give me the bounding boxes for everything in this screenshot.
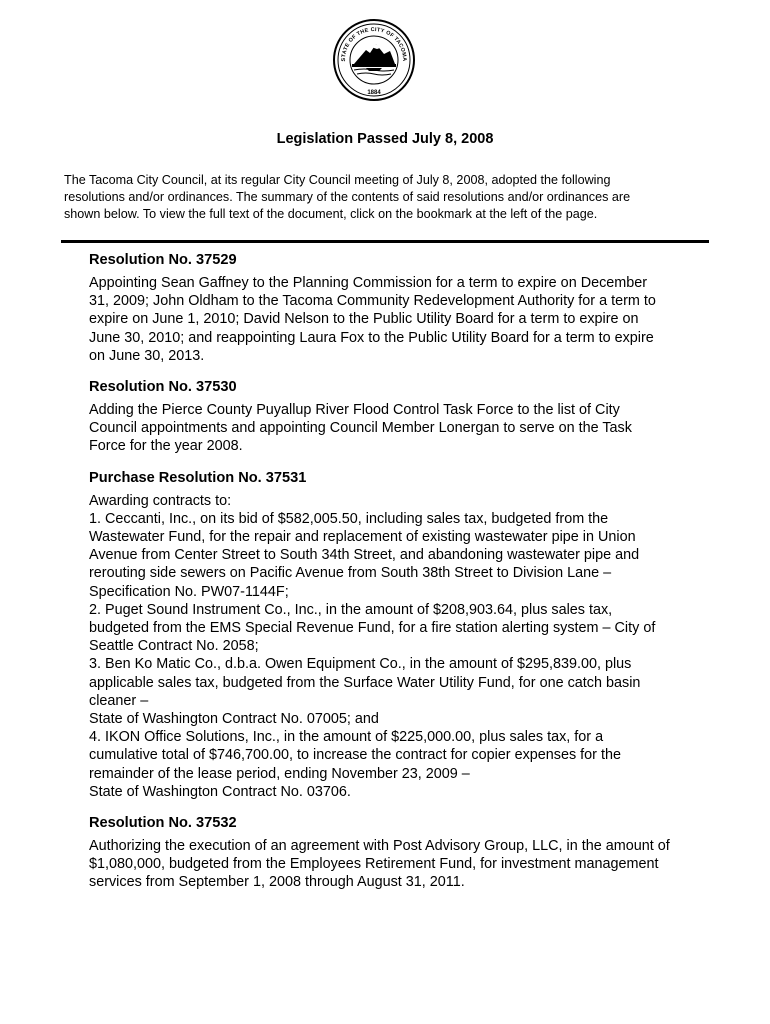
section-body-line: rerouting side sewers on Pacific Avenue from South 38th Street to Division Lane – bbox=[89, 565, 612, 582]
section-body-line: Authorizing the execution of an agreement with Post Advisory Group, LLC, in the amount of bbox=[89, 838, 670, 855]
section-heading: Resolution No. 37530 bbox=[89, 379, 237, 396]
section-body-line: Wastewater Fund, for the repair and replacement of existing wastewater pipe in Union bbox=[89, 529, 636, 546]
intro-line: The Tacoma City Council, at its regular City Council meeting of July 8, 2008, adopted the following bbox=[64, 173, 611, 187]
legislation-section bbox=[89, 251, 719, 365]
section-body-line: 3. Ben Ko Matic Co., d.b.a. Owen Equipment Co., in the amount of $295,839.00, plus bbox=[89, 656, 632, 673]
section-body-line: cumulative total of $746,700.00, to increase the contract for copier expenses for the bbox=[89, 747, 621, 764]
section-body-line: State of Washington Contract No. 03706. bbox=[89, 783, 351, 800]
section-body-line: cleaner – bbox=[89, 692, 149, 709]
intro-line: shown below. To view the full text of the document, click on the bookmark at the left of the page. bbox=[64, 207, 598, 221]
section-body-line: 2. Puget Sound Instrument Co., Inc., in the amount of $208,903.64, plus sales tax, bbox=[89, 601, 613, 618]
legislation-section bbox=[89, 814, 719, 892]
page-title: Legislation Passed July 8, 2008 bbox=[276, 131, 494, 147]
legislation-section bbox=[89, 469, 719, 801]
section-body-line: Force for the year 2008. bbox=[89, 438, 243, 455]
intro-line: resolutions and/or ordinances. The summary of the contents of said resolutions and/or ordinances are bbox=[64, 190, 631, 204]
section-body-line: Specification No. PW07-1144F; bbox=[89, 583, 289, 600]
seal-top-text: STATE OF THE CITY OF TACOMA bbox=[340, 26, 408, 62]
section-body-line: applicable sales tax, budgeted from the Surface Water Utility Fund, for one catch basin bbox=[89, 674, 641, 691]
section-body-line: Appointing Sean Gaffney to the Planning Commission for a term to expire on December bbox=[89, 275, 648, 291]
section-body-line: budgeted from the EMS Special Revenue Fund, for a fire station alerting system – City of bbox=[89, 620, 656, 637]
section-body-line: remainder of the lease period, ending November 23, 2009 – bbox=[89, 765, 470, 782]
section-body-line: $1,080,000, budgeted from the Employees Retirement Fund, for investment management bbox=[89, 856, 659, 873]
section-heading: Resolution No. 37529 bbox=[89, 252, 237, 268]
section-body-line: expire on June 1, 2010; David Nelson to the Public Utility Board for a term to expire on bbox=[89, 311, 639, 328]
section-body-line: services from September 1, 2008 through August 31, 2011. bbox=[89, 874, 465, 891]
section-body-line: Awarding contracts to: bbox=[89, 492, 232, 509]
seal-year: 1884 bbox=[367, 90, 381, 96]
section-body-line: Council appointments and appointing Council Member Lonergan to serve on the Task bbox=[89, 420, 632, 437]
horizontal-rule bbox=[61, 240, 709, 243]
section-heading: Resolution No. 37532 bbox=[89, 815, 237, 832]
section-body-line: Avenue from Center Street to South 34th Street, and abandoning wastewater pipe and bbox=[89, 547, 640, 564]
section-body-line: June 30, 2010; and reappointing Laura Fox to the Public Utility Board for a term to expire bbox=[89, 329, 654, 346]
section-body-line: State of Washington Contract No. 07005; and bbox=[89, 711, 379, 728]
section-body-line: Seattle Contract No. 2058; bbox=[89, 638, 259, 655]
legislation-section bbox=[89, 378, 719, 456]
legislation-list bbox=[89, 251, 719, 905]
section-body-line: 31, 2009; John Oldham to the Tacoma Community Redevelopment Authority for a term to bbox=[89, 293, 656, 310]
section-heading: Purchase Resolution No. 37531 bbox=[89, 469, 307, 486]
section-body-line: on June 30, 2013. bbox=[89, 347, 205, 364]
section-body-line: 1. Ceccanti, Inc., on its bid of $582,005.50, including sales tax, budgeted from the bbox=[89, 510, 609, 527]
section-body-line: Adding the Pierce County Puyallup River Flood Control Task Force to the list of City bbox=[89, 402, 620, 419]
section-body-line: 4. IKON Office Solutions, Inc., in the amount of $225,000.00, plus sales tax, for a bbox=[89, 729, 604, 746]
intro-paragraph bbox=[64, 172, 714, 223]
city-seal-icon bbox=[332, 18, 416, 102]
